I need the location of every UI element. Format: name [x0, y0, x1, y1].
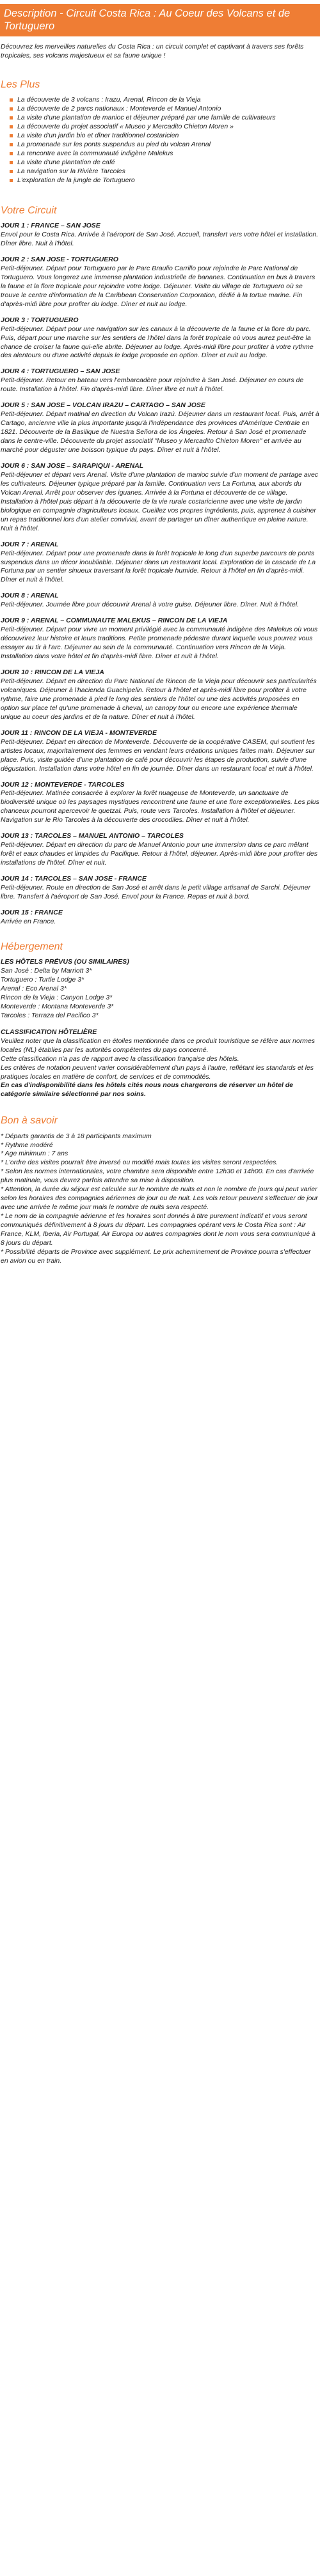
day-text: Petit-déjeuner. Départ pour une navigation sur les canaux à la découverte de la faune et la flore du parc. Puis, départ pour une marche sur les sentiers de l'hôtel dans la forêt tropicale où vous aurez peut-être la chance de croiser la faune qui-elle abrite. Déjeuner au lodge. Après-midi libre pour profiter à votre rythme des alentours ou d'une activité depuis le lodge proposée en option. Dîner et nuit au lodge. [1, 325, 314, 360]
classification-paragraph: Veuillez noter que la classification en étoiles mentionnée dans ce produit touristique se réfère aux normes locales (NL) établies par les autorités compétentes du pays concerné. [1, 1037, 316, 1054]
hotels-block [1, 958, 319, 1021]
day-block [1, 832, 319, 868]
day-title: JOUR 5 : SAN JOSE – VOLCAN IRAZU – CARTAGO – SAN JOSE [1, 401, 205, 410]
plus-item: La navigation sur la Rivière Tarcoles [10, 167, 319, 176]
day-title: JOUR 12 : MONTEVERDE - TARCOLES [1, 780, 125, 789]
day-text: Petit-déjeuner. Matinée consacrée à explorer la forêt nuageuse de Monteverde, un sanctuaire de biodiversité unique où les paysages mystiques rencontrent une faune et une flore exceptionnelles. Les plus chanceux pourront apercevoir le quetzal. Puis, route vers Tarcoles. Installation à l'hôtel et déjeuner. Navigation sur le Rio Tarcoles à la découverte des crocodiles. Dîner et nuit à l'hôtel. [1, 789, 319, 824]
good-to-know-item: * Selon les normes internationales, votre chambre sera disponible entre 12h30 et 14h00. En cas d'arrivée plus matinale, vous devrez parfois attendre sa mise à disposition. [1, 1168, 314, 1185]
day-text: Envol pour le Costa Rica. Arrivée à l'aéroport de San José. Accueil, transfert vers votre hôtel et installation. Dîner libre. Nuit à l'hôtel. [1, 231, 319, 247]
hotel-item: San José : Delta by Marriott 3* [1, 967, 92, 975]
good-to-know-item: * Attention, la durée du séjour est calculée sur le nombre de nuits et non le nombre de jours qui peut varier selon les horaires des compagnies aériennes de jour ou de nuit. Les vols retour peuvent s'effectuer de jour avec une arrivée le même jour mais le nombre de nuits sera respecté. [1, 1185, 318, 1212]
intro-text: Découvrez les merveilles naturelles du Costa Rica : un circuit complet et captivant à travers ses forêts tropicales, ses volcans majestueux et sa faune unique ! [1, 43, 304, 60]
section-heading-savoir: Bon à savoir [1, 1115, 58, 1127]
page [0, 0, 320, 1266]
day-text: Petit-déjeuner. Route en direction de San José et arrêt dans le petit village artisanal de Sarchi. Déjeuner libre. Transfert à l'aéroport de San José. Envol pour la France. Repas et nuit à bord. [1, 884, 311, 901]
day-title: JOUR 7 : ARENAL [1, 540, 59, 548]
section-heading-hebergement: Hébergement [1, 941, 63, 952]
day-text: Petit-déjeuner. Départ en direction du parc de Manuel Antonio pour une immersion dans ce parc mêlant forêt et eaux chaudes et limpides du Pacifique. Retour à l'hôtel, déjeuner. Après-midi libre pour profiter des installations de l'hôtel. Dîner et nuit. [1, 841, 317, 867]
day-text: Petit-déjeuner. Départ en direction de Monteverde. Découverte de la coopérative CASEM, qui soutient les artistes locaux, majoritairement des femmes en vendant leurs créations uniques faites main. Déjeuner sur place. Puis, visite guidée d'une plantation de café pour découvrir les étapes de production, suivie d'une dégustation. Installation dans votre hôtel en fin de journée. Dîner dans un restaurant local et nuit à l'hôtel. [1, 737, 316, 773]
day-block [1, 729, 319, 774]
good-to-know-item: * Rythme modéré [1, 1141, 53, 1149]
good-to-know-item: * Possibilité départs de Province avec supplément. Le prix acheminement de Province pourra s'effectuer en avion ou en train. [1, 1247, 311, 1265]
main-content [0, 43, 320, 1266]
day-block [1, 909, 319, 927]
day-block [1, 462, 319, 534]
day-title: JOUR 3 : TORTUGUERO [1, 316, 79, 324]
day-text: Petit-déjeuner. Départ matinal en direction du Volcan Irazú. Déjeuner dans un restaurant local. Puis, arrêt à Cartago, ancienne ville la plus importante jusqu'à l'indépendance des provinces d'Amérique Centrale en 1821. Découverte de la Basilique de Nuestra Señora de los Ángeles. Retour à San José et promenade dans le centre-ville. Découverte du projet associatif "Museo y Mercadito Chieton Moren" et arrivée au marché pour déguster une boisson typique du pays. Dîner et nuit à l'hôtel. [1, 410, 319, 454]
day-title: JOUR 15 : FRANCE [1, 908, 63, 916]
day-block [1, 401, 319, 455]
hotel-item: Arenal : Eco Arenal 3* [1, 984, 67, 992]
day-text: Petit-déjeuner et départ vers Arenal. Visite d'une plantation de manioc suivie d'un moment de partage avec les cultivateurs. Déjeuner typique préparé par la famille. Continuation vers La Fortuna, aux abords du Volcan Arenal. Arrêt pour observer des iguanes. Arrivée à la Fortuna et découverte de ce village. Installation à l'hôtel puis départ à la découverte de la vie rurale costaricienne avec une visite de jardin biologique en compagnie d'agriculteurs locaux. Cueillez vos propres ingrédients, puis, apprenez à cuisiner un repas traditionnel lors d'un atelier convivial, avant de partager un dîner authentique en pleine nature. Nuit à l'hôtel. [1, 470, 319, 532]
page-title: Description - Circuit Costa Rica : Au Coeur des Volcans et de Tortuguero [0, 4, 320, 36]
classification-text [1, 1037, 319, 1082]
plus-item: La visite d'un jardin bio et dîner traditionnel costaricien [10, 132, 319, 141]
classification-title: CLASSIFICATION HÔTELIÈRE [1, 1028, 97, 1036]
good-to-know-item: * Le nom de la compagnie aérienne et les horaires sont donnés à titre purement indicatif et vous seront communiqués définitivement à 8 jours du départ. Les compagnies opérant vers le Costa Rica sont : Air France, KLM, Iberia, Air Portugal, Air Europa ou autres compagnies dont le nom vous sera communiqué à 8 jours du départ. [1, 1212, 316, 1247]
day-title: JOUR 13 : TARCOLES – MANUEL ANTONIO – TARCOLES [1, 832, 184, 840]
day-block [1, 592, 319, 610]
hotel-item: Tortuguero : Turtle Lodge 3* [1, 975, 84, 983]
day-text: Petit-déjeuner. Retour en bateau vers l'embarcadère pour rejoindre à San José. Déjeuner en cours de route. Installation à l'hôtel. Fin d'après-midi libre. Dîner libre et nuit à l'hôtel. [1, 376, 304, 394]
plus-item: La découverte de 2 parcs nationaux : Monteverde et Manuel Antonio [10, 105, 319, 114]
day-title: JOUR 8 : ARENAL [1, 592, 59, 600]
day-block [1, 617, 319, 661]
day-text: Petit-déjeuner. Départ pour une promenade dans la forêt tropicale le long d'un superbe parcours de ponts suspendus dans un décor inoubliable. Déjeuner dans un restaurant local. Exploration de la cascade de La Fortuna par un sentier sinueux traversant la forêt tropicale humide. Retour à l'hôtel en fin d'après-midi. Dîner et nuit à l'hôtel. [1, 549, 316, 584]
day-block [1, 668, 319, 722]
section-heading-plus: Les Plus [1, 79, 40, 91]
day-text: Arrivée en France. [1, 917, 56, 925]
day-block [1, 367, 319, 394]
itinerary [1, 222, 319, 927]
day-text: Petit-déjeuner. Départ pour Tortuguero par le Parc Braulio Carrillo pour rejoindre le Parc National de Tortuguero. Vous longerez une immense plantation industrielle de bananes. Continuation en bus à travers la faune et la flore tropicale pour rejoindre votre lodge. Déjeuner. Visite du village de Tortuguero où se trouve le centre d'information de la Caribbean Conservation Corporation, dédié à la tortue marine. Fin d'après-midi libre pour profiter du lodge. Dîner et nuit au lodge. [1, 264, 316, 308]
plus-item: L'exploration de la jungle de Tortuguero [10, 176, 319, 185]
day-title: JOUR 2 : SAN JOSE - TORTUGUERO [1, 255, 118, 263]
plus-list [1, 96, 319, 185]
classification-paragraph: Les critères de notation peuvent varier considérablement d'un pays à l'autre, reflétant les standards et les pratiques locales en matière de confort, de services et de commodités. [1, 1063, 314, 1081]
section-heading-circuit: Votre Circuit [1, 204, 57, 216]
day-title: JOUR 1 : FRANCE – SAN JOSE [1, 222, 100, 230]
day-block [1, 316, 319, 361]
plus-item: La découverte du projet associatif « Museo y Mercadito Chieton Moren » [10, 123, 319, 132]
good-to-know-item: * Départs garantis de 3 à 18 participants maximum [1, 1132, 152, 1140]
good-to-know-list [1, 1132, 319, 1266]
day-title: JOUR 14 : TARCOLES – SAN JOSE - FRANCE [1, 875, 147, 883]
hotel-item: Rincon de la Vieja : Canyon Lodge 3* [1, 993, 113, 1001]
plus-item: La promenade sur les ponts suspendus au pied du volcan Arenal [10, 141, 319, 150]
day-text: Petit-déjeuner. Départ pour vivre un moment privilégié avec la communauté indigène des Malekus où vous découvrirez leur histoire et leurs traditions. Petite promenade pédestre durant laquelle vous pourrez vous essayer au tir à l'arc. Déjeuner au sein de la communauté. Continuation vers Rincon de la Vieja. Installation dans votre hôtel et fin d'après-midi libre. Dîner et nuit à l'hôtel. [1, 626, 318, 661]
good-to-know-item: * L'ordre des visites pourrait être inversé ou modifié mais toutes les visites seront respectées. [1, 1159, 278, 1167]
classification-paragraph: Cette classification n'a pas de rapport avec la classification française des hôtels. [1, 1054, 239, 1063]
good-to-know-item: * Age minimum : 7 ans [1, 1150, 68, 1158]
day-title: JOUR 11 : RINCON DE LA VIEJA - MONTEVERDE [1, 729, 157, 737]
day-text: Petit-déjeuner. Départ en direction du Parc National de Rincon de la Vieja pour découvrir ses particularités volcaniques. Déjeuner à l'hacienda Guachipelin. Retour à l'hôtel et après-midi libre pour profiter à votre rythme, faire une promenade à pied le long des sentiers de l'hôtel ou une des activités proposées en option sur place tel qu'une promenade à cheval, un canopy tour ou encore une expérience thermale unique au coeur des jardins et de la nature. Dîner et nuit à l'hôtel. [1, 677, 317, 721]
day-block [1, 222, 319, 249]
plus-item: La découverte de 3 volcans : Irazu, Arenal, Rincon de la Vieja [10, 96, 319, 105]
hotel-item: Monteverde : Montana Monteverde 3* [1, 1002, 114, 1010]
plus-item: La visite d'une plantation de manioc et déjeuner préparé par une famille de cultivateurs [10, 114, 319, 123]
day-block [1, 541, 319, 585]
hotels-list [1, 967, 319, 1021]
day-block [1, 256, 319, 309]
classification-note: En cas d'indisponibilité dans les hôtels cités nous nous chargerons de réserver un hôtel de catégorie similaire sélectionné par nos soins. [1, 1081, 294, 1099]
classification-block [1, 1028, 319, 1100]
hotel-item: Tarcoles : Terraza del Pacifico 3* [1, 1011, 99, 1019]
plus-item: La rencontre avec la communauté indigène Malekus [10, 150, 319, 158]
day-title: JOUR 9 : ARENAL – COMMUNAUTE MALEKUS – RINCON DE LA VIEJA [1, 617, 228, 625]
day-title: JOUR 6 : SAN JOSE – SARAPIQUI - ARENAL [1, 461, 144, 470]
hotels-title: LES HÔTELS PRÉVUS (OU SIMILAIRES) [1, 958, 129, 966]
day-block [1, 875, 319, 902]
day-title: JOUR 10 : RINCON DE LA VIEJA [1, 668, 104, 677]
plus-item: La visite d'une plantation de café [10, 158, 319, 167]
day-text: Petit-déjeuner. Journée libre pour découvrir Arenal à votre guise. Déjeuner libre. Dîner. Nuit à l'hôtel. [1, 601, 299, 609]
day-title: JOUR 4 : TORTUGUERO – SAN JOSE [1, 367, 120, 376]
day-block [1, 781, 319, 826]
